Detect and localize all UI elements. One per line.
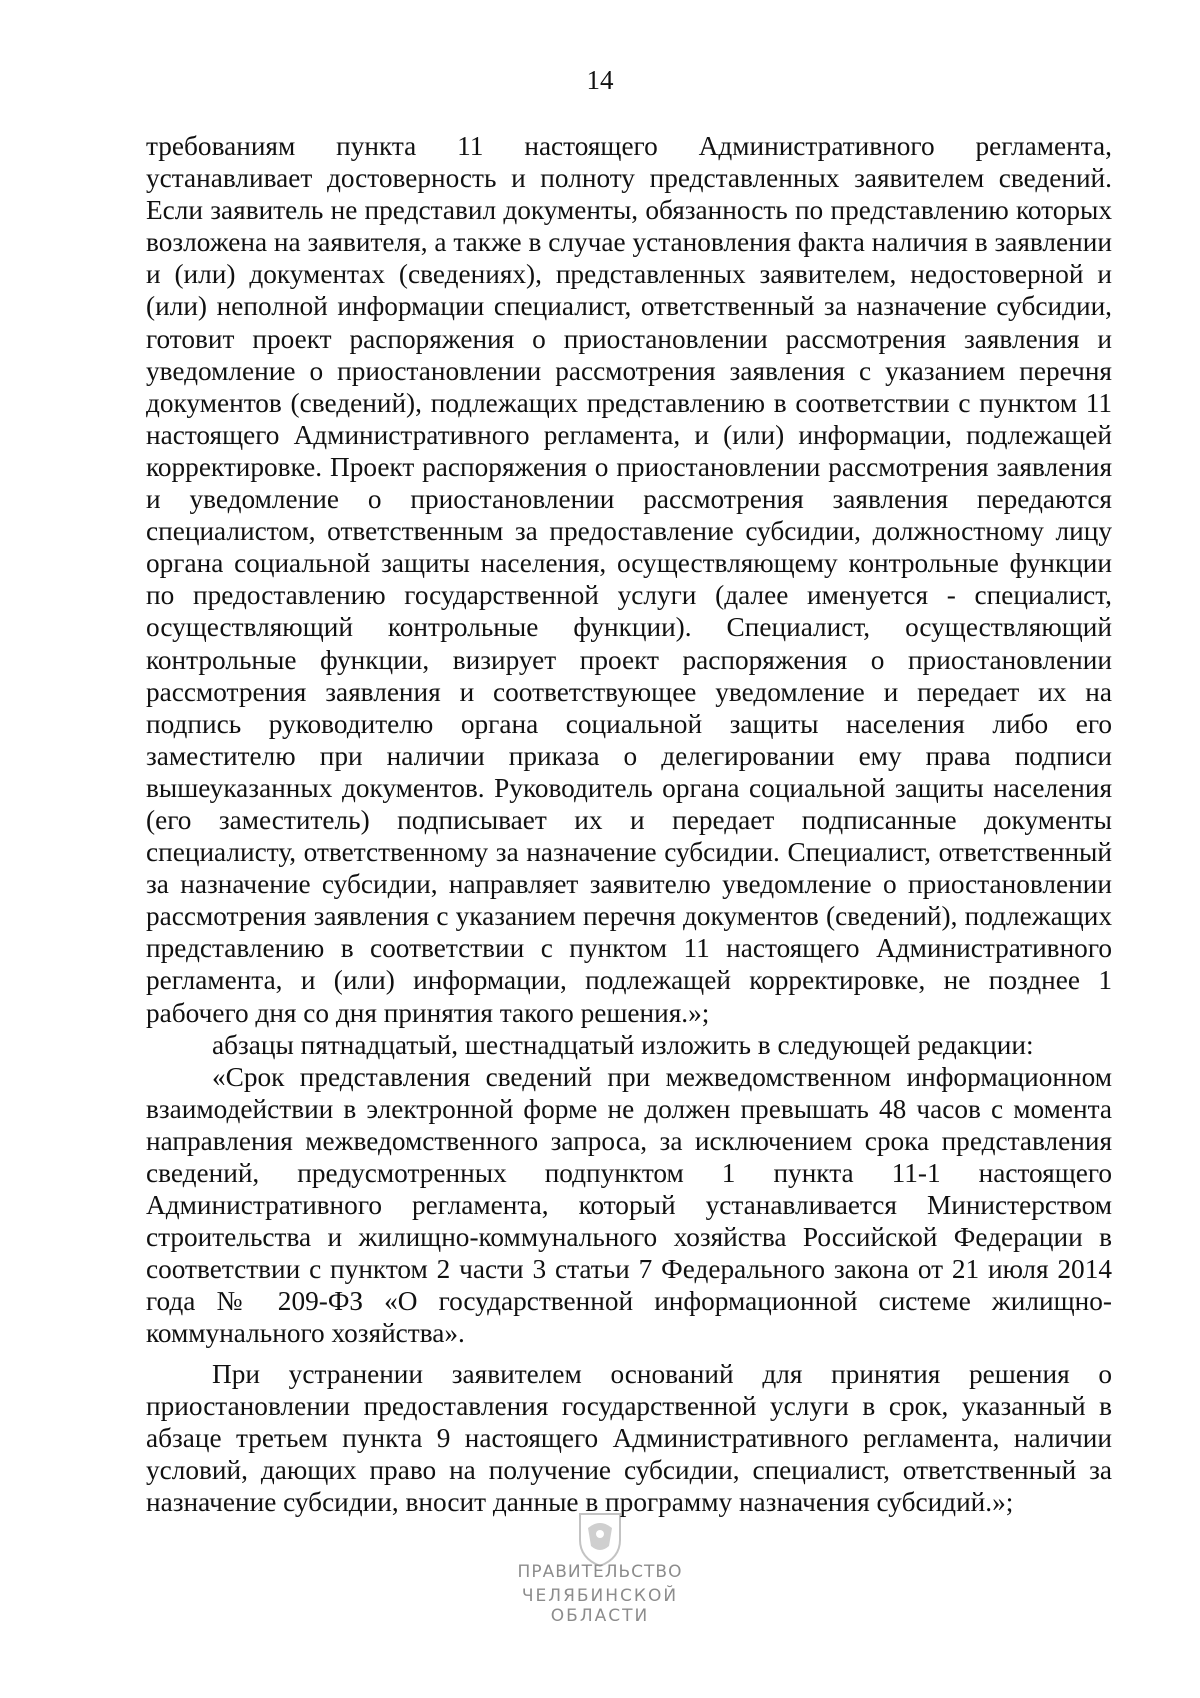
coat-of-arms-icon xyxy=(576,1510,624,1568)
stamp-line-1: ПРАВИТЕЛЬСТВО xyxy=(517,1562,683,1582)
document-body xyxy=(146,130,1112,1518)
paragraph: абзацы пятнадцатый, шестнадцатый изложить в следующей редакции: xyxy=(212,1029,1034,1060)
stamp-line-2: ЧЕЛЯБИНСКОЙ ОБЛАСТИ xyxy=(521,1586,679,1626)
government-stamp xyxy=(470,1510,730,1626)
paragraph: «Срок представления сведений при межведомственном информационном взаимодействии в электронной форме не должен превышать 48 часов с момента направления межведомственного запроса, за исключением срока представления сведений, предусмотренных подпунктом 1 пункта 11-1 настоящего Административного регламента, который устанавливается Министерством строительства и жилищно-коммунального хозяйства Российской Федерации в соответствии с пунктом 2 части 3 статьи 7 Федерального закона от 21 июля 2014 года № 209-ФЗ «О государственной информационной системе жилищно-коммунального хозяйства». xyxy=(146,1061,1112,1349)
paragraph: При устранении заявителем оснований для принятия решения о приостановлении предоставления государственной услуги в срок, указанный в абзаце третьем пункта 9 настоящего Административного регламента, наличии условий, дающих право на получение субсидии, специалист, ответственный за назначение субсидии, вносит данные в программу назначения субсидий.»; xyxy=(146,1358,1112,1517)
paragraph: требованиям пункта 11 настоящего Административного регламента, устанавливает достоверность и полноту представленных заявителем сведений. Если заявитель не представил документы, обязанность по представлению которых возложена на заявителя, а также в случае установления факта наличия в заявлении и (или) документах (сведениях), представленных заявителем, недостоверной и (или) неполной информации специалист, ответственный за назначение субсидии, готовит проект распоряжения о приостановлении рассмотрения заявления и уведомление о приостановлении рассмотрения заявления с указанием перечня документов (сведений), подлежащих представлению в соответствии с пунктом 11 настоящего Административного регламента, и (или) информации, подлежащей корректировке. Проект распоряжения о приостановлении рассмотрения заявления и уведомление о приостановлении рассмотрения заявления передаются специалистом, ответственным за предоставление субсидии, должностному лицу органа социальной защиты населения, осуществляющему контрольные функции по предоставлению государственной услуги (далее именуется - специалист, осуществляющий контрольные функции). Специалист, осуществляющий контрольные функции, визирует проект распоряжения о приостановлении рассмотрения заявления и соответствующее уведомление и передает их на подпись руководителю органа социальной защиты населения либо его заместителю при наличии приказа о делегировании ему права подписи вышеуказанных документов. Руководитель органа социальной защиты населения (его заместитель) подписывает их и передает подписанные документы специалисту, ответственному за назначение субсидии. Специалист, ответственный за назначение субсидии, направляет заявителю уведомление о приостановлении рассмотрения заявления с указанием перечня документов (сведений), подлежащих представлению в соответствии с пунктом 11 настоящего Административного регламента, и (или) информации, подлежащей корректировке, не позднее 1 рабочего дня со дня принятия такого решения.»; xyxy=(146,131,1112,1028)
page-number: 14 xyxy=(586,65,614,95)
